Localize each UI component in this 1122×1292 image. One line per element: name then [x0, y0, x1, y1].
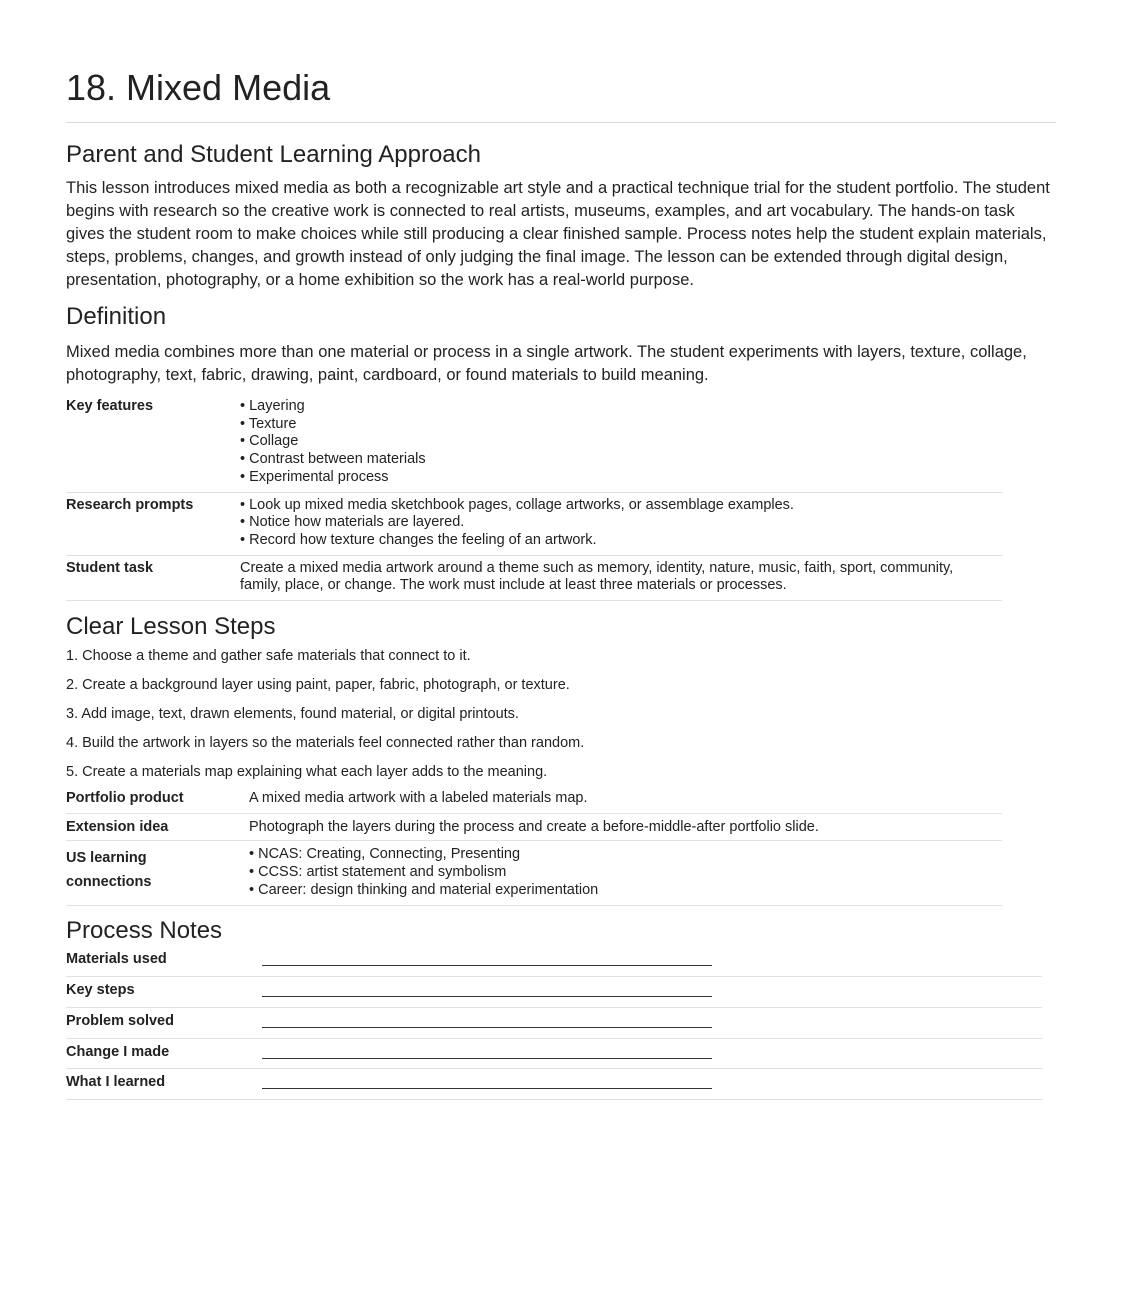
process-notes-table: [66, 951, 1042, 1101]
portfolio-text: A mixed media artwork with a labeled materials map.: [249, 790, 588, 807]
notes-label: Change I made: [66, 1043, 170, 1060]
definition-table: [66, 398, 1002, 601]
extension-label: Extension idea: [66, 818, 169, 835]
task-text: Create a mixed media artwork around a theme such as memory, identity, nature, music, faith, sport, community, family, place, or change. The work must include at least three materials or processes.: [240, 559, 954, 594]
list-item: • Record how texture changes the feeling of an artwork.: [240, 531, 597, 548]
list-item: • Contrast between materials: [240, 451, 426, 468]
problem-solved-field[interactable]: [262, 1013, 712, 1028]
notes-label: Key steps: [66, 982, 135, 999]
list-item: • Career: design thinking and material experimentation: [249, 881, 599, 898]
what-learned-field[interactable]: [262, 1074, 712, 1089]
extension-row: [66, 813, 1002, 841]
notes-row-problem: [66, 1007, 1042, 1038]
extension-text: Photograph the layers during the process and create a before-middle-after portfolio slide.: [249, 818, 819, 835]
notes-row-steps: [66, 977, 1042, 1008]
list-item: • CCSS: artist statement and symbolism: [249, 864, 507, 881]
us-connections-label: US learning connections: [66, 850, 152, 891]
steps-heading: Clear Lesson Steps: [66, 613, 276, 641]
approach-heading: Parent and Student Learning Approach: [66, 141, 481, 168]
definition-heading: Definition: [66, 303, 167, 330]
title-divider: [66, 122, 1056, 123]
steps-list: [66, 648, 1056, 781]
list-item: 3. Add image, text, drawn elements, found material, or digital printouts.: [66, 706, 519, 723]
notes-label: What I learned: [66, 1074, 166, 1091]
portfolio-label: Portfolio product: [66, 790, 184, 807]
research-label: Research prompts: [66, 496, 194, 513]
list-item: • Experimental process: [240, 468, 389, 485]
key-features-row: [66, 398, 1002, 492]
notes-label: Materials used: [66, 950, 167, 967]
task-label: Student task: [66, 559, 154, 576]
us-connections-list: [249, 841, 1002, 905]
list-item: • Layering: [240, 398, 305, 414]
list-item: • Collage: [240, 433, 299, 450]
task-row: [66, 555, 1002, 600]
key-features-label: Key features: [66, 398, 154, 414]
notes-label: Problem solved: [66, 1012, 174, 1029]
page-title: 18. Mixed Media: [66, 67, 331, 108]
portfolio-row: [66, 790, 1002, 813]
list-item: 2. Create a background layer using paint, paper, fabric, photograph, or texture.: [66, 677, 570, 694]
research-row: [66, 492, 1002, 555]
list-item: • NCAS: Creating, Connecting, Presenting: [249, 846, 521, 863]
list-item: 1. Choose a theme and gather safe materials that connect to it.: [66, 648, 471, 665]
us-connections-row: [66, 841, 1002, 905]
list-item: 4. Build the artwork in layers so the materials feel connected rather than random.: [66, 735, 585, 752]
notes-row-materials: [66, 951, 1042, 977]
approach-text: This lesson introduces mixed media as both a recognizable art style and a practical technique trial for the student portfolio. The student begins with research so the creative work is connected to real artists, museums, examples, and art vocabulary. The hands-on task gives the student room to make choices while still producing a clear finished sample. Process notes help the student explain materials, steps, problems, changes, and growth instead of only judging the final image. The lesson can be extended through digital design, presentation, photography, or a home exhibition so the work has a real-world purpose.: [66, 179, 1050, 289]
notes-row-learned: [66, 1069, 1042, 1100]
key-steps-field[interactable]: [262, 982, 712, 997]
list-item: 5. Create a materials map explaining what each layer adds to the meaning.: [66, 764, 548, 781]
process-notes-heading: Process Notes: [66, 916, 223, 944]
steps-table: [66, 790, 1002, 906]
definition-text: Mixed media combines more than one material or process in a single artwork. The student experiments with layers, texture, collage, photography, text, fabric, drawing, paint, cardboard, or found materials to build meaning.: [66, 343, 1027, 384]
materials-used-field[interactable]: [262, 951, 712, 966]
list-item: • Texture: [240, 415, 297, 432]
change-made-field[interactable]: [262, 1044, 712, 1059]
notes-row-change: [66, 1038, 1042, 1069]
list-item: • Look up mixed media sketchbook pages, collage artworks, or assemblage examples.: [240, 496, 794, 513]
list-item: • Notice how materials are layered.: [240, 514, 465, 531]
research-list: [240, 492, 1002, 555]
key-features-list: [240, 398, 1002, 492]
